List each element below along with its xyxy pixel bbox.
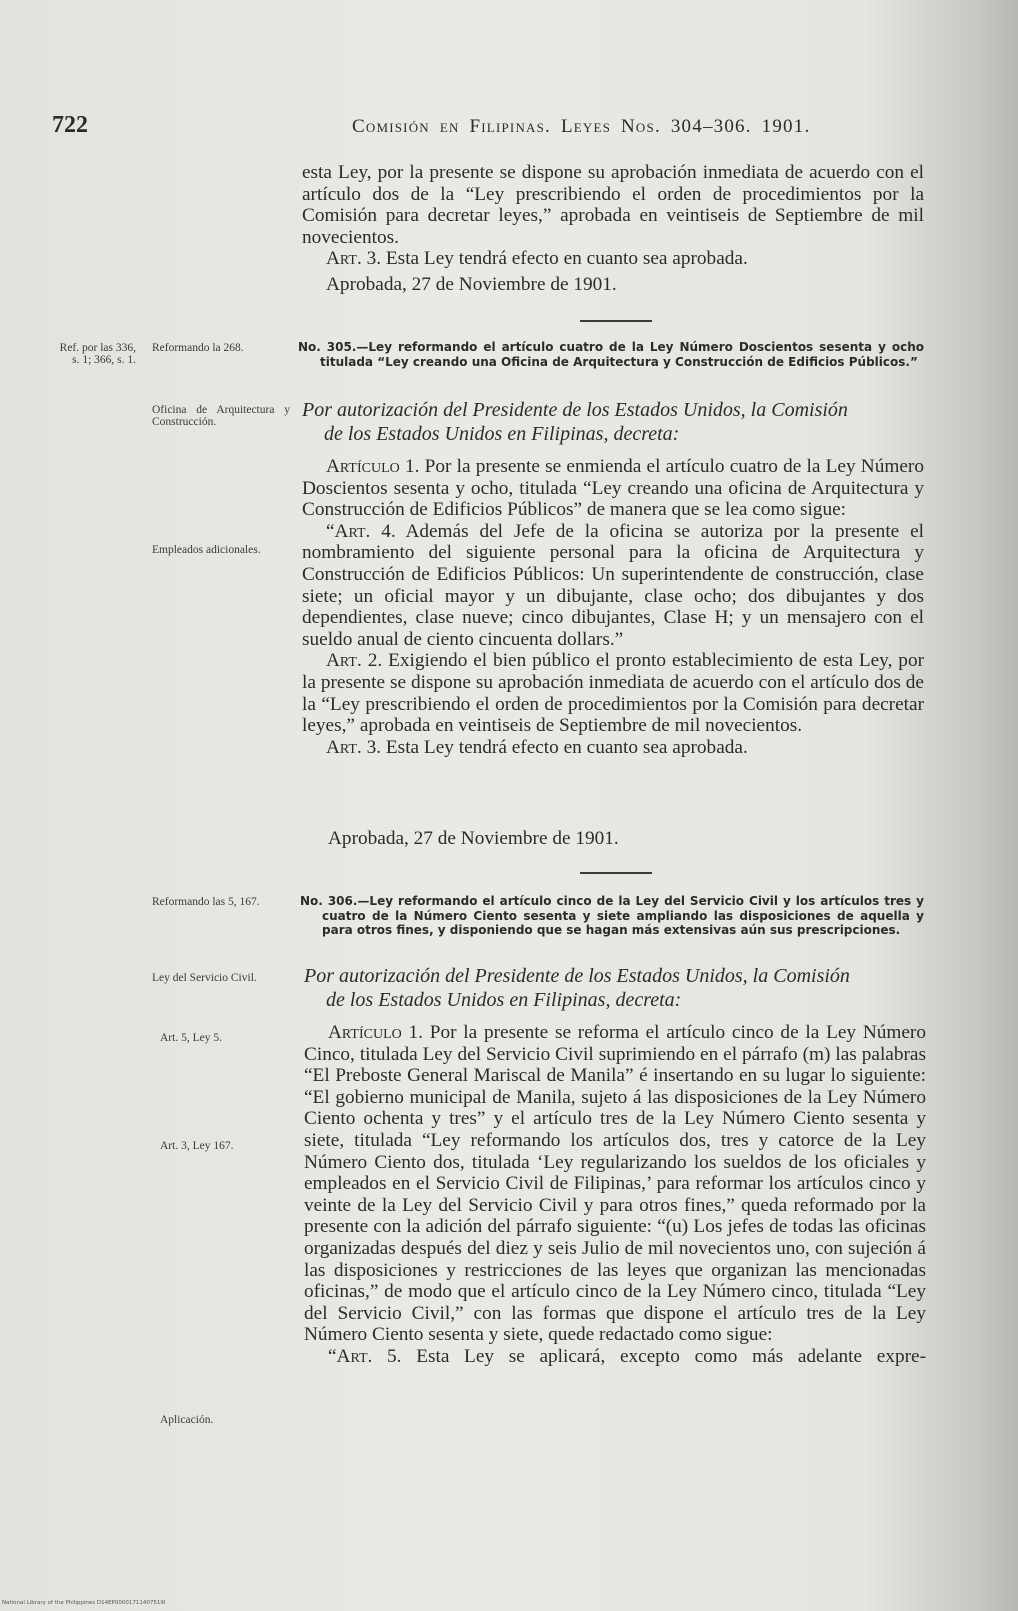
margin-office-305: Oficina de Arquitectura y Construcción. <box>152 404 290 428</box>
act-306-heading: No. 306.—Ley reformando el artículo cinco de la Ley del Servicio Civil y los artículos tres y cuatro de la Número Ciento sesenta y siete ampliando las disposiciones de aquella y para otros fines, y disponiendo que se hagan más extensivas aún sus prescripciones. <box>300 894 924 937</box>
top-paragraph: esta Ley, por la presente se dispone su aprobación inmediata de acuerdo con el artículo dos de la “Ley prescribiendo el orden de procedimientos por la Comisión para decretar leyes,” aprobada en veintiseis de Septiembre de mil novecientos. <box>302 162 924 248</box>
margin-application-306: Aplicación. <box>160 1414 214 1426</box>
page-number: 722 <box>52 112 88 138</box>
running-title: Comisión en Filipinas. Leyes Nos. 304–306. 1901. <box>352 116 811 137</box>
act-305-art4: “Art. 4. Además del Jefe de la oficina se autoriza por la presente el nombramiento del siguiente personal para la oficina de Arquitectura y Construcción de Edificios Públicos: Un superintendente de construcción, clase siete; un oficial mayor y un dibujante, clase ocho; dos dibujantes y dos dependientes, clase nueve; cinco dibujantes, Clase H; y un mensajero con el sueldo anual de ciento cincuenta dollars.” <box>302 520 924 650</box>
act-305-art3: Art. 3. Esta Ley tendrá efecto en cuanto sea aprobada. <box>326 736 748 758</box>
act-306-art1: Artículo 1. Por la presente se reforma el artículo cinco de la Ley Número Cinco, titulada Ley del Servicio Civil suprimiendo en el párrafo (m) las palabras “El Preboste General Mariscal de Manila” é insertando en su lugar lo siguiente: “El gobierno municipal de Manila, sujeto á las disposiciones de la Ley Número Ciento ochenta y tres” y el artículo tres de la Ley Número Ciento sesenta y siete, titulada “Ley reformando los artículos dos, tres y catorce de la Ley Número Ciento dos, titulada ‘Ley regularizando los sueldos de los oficiales y empleados en el Servicio Civil de Filipinas,’ para reformar los artículos cinco y veinte de la Ley del Servicio Civil y para otros fines,” queda reformado por la presente con la adición del párrafo siguiente: “(u) Los jefes de todas las oficinas organizadas después del diez y seis Julio de mil novecientos uno, con sujeción á las disposiciones y restricciones de las leyes que organizan las mencionadas oficinas,” de modo que el artículo cinco de la Ley Número cinco, titulada “Ley del Servicio Civil,” con las formas que dispone el artículo tres de la Ley Número Ciento sesenta y siete, quede redactado como sigue: <box>304 1022 926 1346</box>
act-306-art5: “Art. 5. Esta Ley se aplicará, excepto como más adelante expre- <box>328 1345 926 1367</box>
top-art3-text: Esta Ley tendrá efecto en cuanto sea aprobada. <box>385 248 748 270</box>
margin-ref-305: Ref. por las 336, s. 1; 366, s. 1. <box>59 342 136 366</box>
margin-civil-306: Ley del Servicio Civil. <box>152 972 257 984</box>
margin-reforms-306: Reformando las 5, 167. <box>152 896 260 908</box>
section-divider <box>580 872 652 874</box>
top-paragraph-block <box>302 162 924 270</box>
act-305-heading: No. 305.—Ley reformando el artículo cuatro de la Ley Número Doscientos sesenta y ocho titulada “Ley creando una Oficina de Arquitectura y Construcción de Edificios Públicos.” <box>298 340 924 369</box>
enact-clause-306: Por autorización del Presidente de los Estados Unidos, la Comisión de los Estados Unidos en Filipinas, decreta: <box>304 965 850 1011</box>
act-305-approved: Aprobada, 27 de Noviembre de 1901. <box>328 828 619 849</box>
scan-footer: National Library of the Philippines D14EP00001711407519I <box>2 1600 166 1606</box>
margin-reforms-305: Reformando la 268. <box>152 342 244 354</box>
act-305-art1: Artículo 1. Por la presente se enmienda el artículo cuatro de la Ley Número Doscientos sesenta y ocho, titulada “Ley creando una oficina de Arquitectura y Construcción de Edificios Públicos” de manera que se lea como sigue: <box>302 456 924 521</box>
margin-employees-305: Empleados adicionales. <box>152 544 261 556</box>
act-305-art2: Art. 2. Exigiendo el bien público el pronto establecimiento de esta Ley, por la presente se dispone su aprobación inmediata de acuerdo con el artículo dos de la “Ley prescribiendo el orden de procedimientos por la Comisión para decretar leyes,” aprobada en veintiseis de Septiembre de mil novecientos. <box>302 650 924 737</box>
act-305-body <box>302 456 924 758</box>
top-art3 <box>302 248 924 270</box>
enact-clause-305: Por autorización del Presidente de los Estados Unidos, la Comisión de los Estados Unidos en Filipinas, decreta: <box>302 399 848 445</box>
margin-art5-306: Art. 5, Ley 5. <box>160 1032 222 1044</box>
section-divider <box>580 320 652 322</box>
act-306-body <box>304 1022 926 1368</box>
margin-art3-306: Art. 3, Ley 167. <box>160 1140 234 1152</box>
top-art3-label: Art. 3. <box>326 248 382 270</box>
top-approved: Aprobada, 27 de Noviembre de 1901. <box>326 274 617 295</box>
